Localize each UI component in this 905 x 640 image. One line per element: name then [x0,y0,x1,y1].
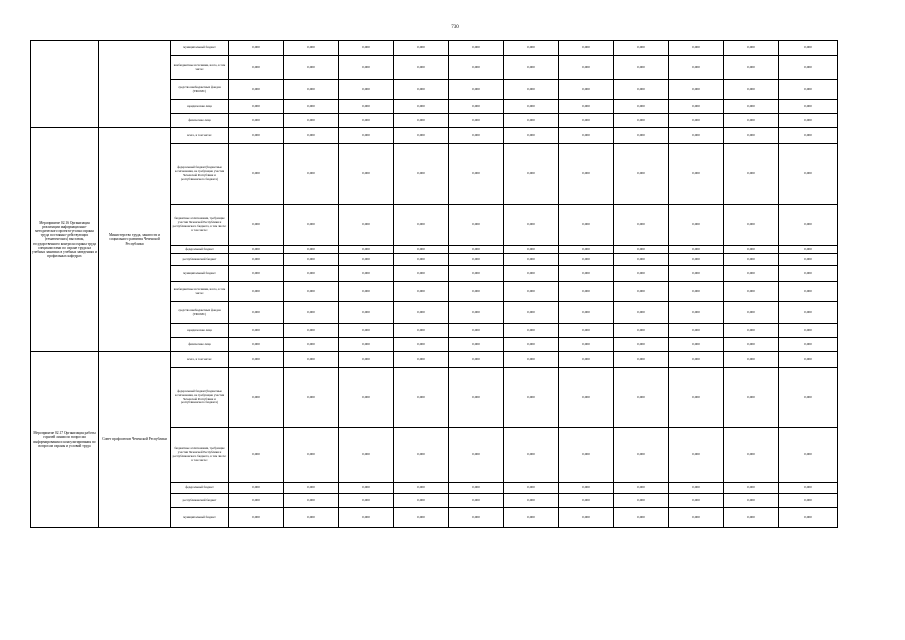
value-cell: 0,000 [504,100,559,114]
value-cell: 0,000 [229,428,284,483]
value-cell: 0,000 [504,508,559,528]
value-cell: 0,000 [229,324,284,338]
page-number: 730 [451,25,459,30]
value-cell: 0,000 [284,41,339,56]
value-cell: 0,000 [779,114,838,128]
funding-source-label: всего, в том числе: [171,128,229,144]
value-cell: 0,000 [614,338,669,352]
value-cell: 0,000 [229,368,284,428]
value-cell: 0,000 [449,128,504,144]
value-cell: 0,000 [724,80,779,100]
value-cell: 0,000 [669,368,724,428]
value-cell: 0,000 [339,144,394,205]
table-row [31,352,838,368]
value-cell: 0,000 [339,324,394,338]
value-cell: 0,000 [504,324,559,338]
funding-source-label: внебюджетные источники, всего, в том числе: [171,282,229,302]
value-cell: 0,000 [449,324,504,338]
funding-source-label: физические лица [171,338,229,352]
value-cell: 0,000 [394,352,449,368]
value-cell: 0,000 [614,144,669,205]
value-cell: 0,000 [669,144,724,205]
funding-source-label: юридические лица [171,324,229,338]
funding-source-label: республиканский бюджет [171,254,229,266]
funding-source-label: муниципальный бюджет [171,508,229,528]
funding-source-label: федеральный бюджет [171,246,229,254]
value-cell: 0,000 [504,128,559,144]
value-cell: 0,000 [394,508,449,528]
funding-source-label: республиканский бюджет [171,494,229,508]
value-cell: 0,000 [779,338,838,352]
value-cell: 0,000 [669,428,724,483]
value-cell: 0,000 [504,483,559,494]
value-cell: 0,000 [559,483,614,494]
executor-cell: Совет профсоюзов Чеченской Республики [99,352,171,528]
value-cell: 0,000 [724,324,779,338]
value-cell: 0,000 [504,302,559,324]
value-cell: 0,000 [504,144,559,205]
table-row [31,128,838,144]
value-cell: 0,000 [339,483,394,494]
value-cell: 0,000 [669,246,724,254]
value-cell: 0,000 [669,80,724,100]
value-cell: 0,000 [559,338,614,352]
value-cell: 0,000 [614,368,669,428]
value-cell: 0,000 [449,41,504,56]
value-cell: 0,000 [394,368,449,428]
value-cell: 0,000 [724,41,779,56]
value-cell: 0,000 [669,254,724,266]
value-cell: 0,000 [394,144,449,205]
value-cell: 0,000 [779,368,838,428]
value-cell: 0,000 [504,56,559,80]
value-cell: 0,000 [229,128,284,144]
value-cell: 0,000 [229,205,284,246]
value-cell: 0,000 [504,246,559,254]
value-cell: 0,000 [394,128,449,144]
value-cell: 0,000 [614,254,669,266]
funding-source-label: муниципальный бюджет [171,41,229,56]
value-cell: 0,000 [339,114,394,128]
value-cell: 0,000 [339,56,394,80]
value-cell: 0,000 [614,302,669,324]
value-cell: 0,000 [724,483,779,494]
value-cell: 0,000 [724,368,779,428]
value-cell: 0,000 [559,352,614,368]
value-cell: 0,000 [284,324,339,338]
value-cell: 0,000 [614,100,669,114]
value-cell: 0,000 [669,302,724,324]
funding-source-label: федеральный бюджет(бюджетные ассигнования, не требующие участия Чеченской Республики и республиканского бюджета) [171,144,229,205]
value-cell: 0,000 [504,254,559,266]
value-cell: 0,000 [669,338,724,352]
measure-cell: Мероприятие 02.16 Организация реализации информационно-методического проекта-уголка охраны труда постоянно-действующих (тематических) выставок, государственного контроля охраны труда специалистами по охране труда на учебных занятиях в учебных заведениях и профильных кафедрах [31,128,99,352]
value-cell: 0,000 [614,494,669,508]
value-cell: 0,000 [449,266,504,282]
value-cell: 0,000 [559,246,614,254]
value-cell: 0,000 [779,80,838,100]
value-cell: 0,000 [284,428,339,483]
value-cell: 0,000 [339,80,394,100]
value-cell: 0,000 [284,205,339,246]
value-cell: 0,000 [724,428,779,483]
value-cell: 0,000 [504,338,559,352]
value-cell: 0,000 [724,254,779,266]
value-cell: 0,000 [449,144,504,205]
value-cell: 0,000 [779,494,838,508]
value-cell: 0,000 [779,56,838,80]
value-cell: 0,000 [394,80,449,100]
funding-source-label: федеральный бюджет(бюджетные ассигнования, не требующие участия Чеченской Республики и республиканского бюджета) [171,368,229,428]
value-cell: 0,000 [394,266,449,282]
value-cell: 0,000 [669,324,724,338]
value-cell: 0,000 [449,302,504,324]
value-cell: 0,000 [559,100,614,114]
value-cell: 0,000 [669,41,724,56]
value-cell: 0,000 [724,266,779,282]
value-cell: 0,000 [724,114,779,128]
value-cell: 0,000 [614,80,669,100]
value-cell: 0,000 [229,352,284,368]
value-cell: 0,000 [559,114,614,128]
funding-source-label: федеральный бюджет [171,483,229,494]
value-cell: 0,000 [724,128,779,144]
value-cell: 0,000 [339,494,394,508]
value-cell: 0,000 [284,56,339,80]
value-cell: 0,000 [559,282,614,302]
value-cell: 0,000 [449,508,504,528]
value-cell: 0,000 [284,266,339,282]
value-cell: 0,000 [779,428,838,483]
funding-source-label: внебюджетные источники, всего, в том числе: [171,56,229,80]
funding-source-label: бюджетные ассигнования, требующие участия Чеченской Республики и республиканского бюджета, в том числе: в том числе: [171,428,229,483]
value-cell: 0,000 [229,302,284,324]
value-cell: 0,000 [284,80,339,100]
value-cell: 0,000 [559,508,614,528]
table-row [31,41,838,56]
value-cell: 0,000 [724,494,779,508]
table-body [31,41,838,528]
value-cell: 0,000 [229,254,284,266]
value-cell: 0,000 [449,80,504,100]
value-cell: 0,000 [779,254,838,266]
value-cell: 0,000 [559,428,614,483]
funding-source-label: средства внебюджетных фондов (ТФОМС) [171,302,229,324]
value-cell: 0,000 [779,483,838,494]
value-cell: 0,000 [669,56,724,80]
value-cell: 0,000 [504,428,559,483]
value-cell: 0,000 [449,246,504,254]
value-cell: 0,000 [669,128,724,144]
value-cell: 0,000 [284,368,339,428]
value-cell: 0,000 [559,41,614,56]
value-cell: 0,000 [449,352,504,368]
value-cell: 0,000 [669,266,724,282]
value-cell: 0,000 [284,508,339,528]
value-cell: 0,000 [669,100,724,114]
value-cell: 0,000 [614,508,669,528]
value-cell: 0,000 [504,41,559,56]
value-cell: 0,000 [724,508,779,528]
value-cell: 0,000 [504,494,559,508]
value-cell: 0,000 [339,302,394,324]
value-cell: 0,000 [229,246,284,254]
value-cell: 0,000 [339,508,394,528]
value-cell: 0,000 [229,494,284,508]
value-cell: 0,000 [339,41,394,56]
value-cell: 0,000 [614,128,669,144]
measure-cell: Мероприятие 02.17 Организация работы горячей линии по вопросам информирования и консультирования по вопросам охраны и условий труда [31,352,99,528]
value-cell: 0,000 [284,128,339,144]
value-cell: 0,000 [669,205,724,246]
value-cell: 0,000 [779,205,838,246]
value-cell: 0,000 [724,352,779,368]
funding-source-label: юридические лица [171,100,229,114]
value-cell: 0,000 [614,324,669,338]
value-cell: 0,000 [614,352,669,368]
value-cell: 0,000 [449,205,504,246]
executor-cell [99,41,171,128]
value-cell: 0,000 [229,114,284,128]
value-cell: 0,000 [779,324,838,338]
value-cell: 0,000 [614,266,669,282]
value-cell: 0,000 [394,254,449,266]
value-cell: 0,000 [669,114,724,128]
value-cell: 0,000 [779,282,838,302]
value-cell: 0,000 [229,483,284,494]
value-cell: 0,000 [284,100,339,114]
value-cell: 0,000 [669,508,724,528]
value-cell: 0,000 [724,144,779,205]
value-cell: 0,000 [504,368,559,428]
value-cell: 0,000 [669,494,724,508]
funding-source-label: бюджетные ассигнования, требующие участия Чеченской Республики и республиканского бюджета, в том числе: в том числе: [171,205,229,246]
value-cell: 0,000 [724,338,779,352]
value-cell: 0,000 [449,494,504,508]
value-cell: 0,000 [669,483,724,494]
value-cell: 0,000 [779,246,838,254]
value-cell: 0,000 [559,368,614,428]
value-cell: 0,000 [669,352,724,368]
value-cell: 0,000 [449,338,504,352]
value-cell: 0,000 [394,302,449,324]
value-cell: 0,000 [559,128,614,144]
value-cell: 0,000 [779,100,838,114]
value-cell: 0,000 [229,80,284,100]
value-cell: 0,000 [614,428,669,483]
value-cell: 0,000 [779,302,838,324]
value-cell: 0,000 [779,352,838,368]
value-cell: 0,000 [394,114,449,128]
value-cell: 0,000 [394,494,449,508]
value-cell: 0,000 [229,100,284,114]
value-cell: 0,000 [229,266,284,282]
value-cell: 0,000 [394,483,449,494]
value-cell: 0,000 [614,246,669,254]
value-cell: 0,000 [449,100,504,114]
measure-cell [31,41,99,128]
value-cell: 0,000 [339,205,394,246]
value-cell: 0,000 [394,282,449,302]
value-cell: 0,000 [779,144,838,205]
value-cell: 0,000 [449,282,504,302]
value-cell: 0,000 [394,246,449,254]
value-cell: 0,000 [339,128,394,144]
value-cell: 0,000 [504,114,559,128]
value-cell: 0,000 [229,144,284,205]
value-cell: 0,000 [559,324,614,338]
value-cell: 0,000 [394,56,449,80]
value-cell: 0,000 [614,41,669,56]
value-cell: 0,000 [504,282,559,302]
value-cell: 0,000 [229,56,284,80]
value-cell: 0,000 [724,56,779,80]
value-cell: 0,000 [284,483,339,494]
value-cell: 0,000 [504,352,559,368]
value-cell: 0,000 [339,246,394,254]
value-cell: 0,000 [449,114,504,128]
funding-source-label: всего, в том числе: [171,352,229,368]
value-cell: 0,000 [559,254,614,266]
value-cell: 0,000 [614,282,669,302]
value-cell: 0,000 [614,114,669,128]
value-cell: 0,000 [284,254,339,266]
value-cell: 0,000 [614,205,669,246]
funding-source-label: средства внебюджетных фондов (ТФОМС) [171,80,229,100]
value-cell: 0,000 [504,266,559,282]
value-cell: 0,000 [284,282,339,302]
value-cell: 0,000 [779,41,838,56]
value-cell: 0,000 [779,266,838,282]
value-cell: 0,000 [449,483,504,494]
funding-source-label: муниципальный бюджет [171,266,229,282]
value-cell: 0,000 [394,205,449,246]
value-cell: 0,000 [339,428,394,483]
value-cell: 0,000 [504,205,559,246]
value-cell: 0,000 [779,128,838,144]
value-cell: 0,000 [559,205,614,246]
value-cell: 0,000 [724,282,779,302]
value-cell: 0,000 [229,338,284,352]
value-cell: 0,000 [724,302,779,324]
value-cell: 0,000 [504,80,559,100]
value-cell: 0,000 [229,508,284,528]
value-cell: 0,000 [394,100,449,114]
value-cell: 0,000 [449,56,504,80]
value-cell: 0,000 [284,144,339,205]
value-cell: 0,000 [724,246,779,254]
value-cell: 0,000 [284,494,339,508]
value-cell: 0,000 [339,100,394,114]
value-cell: 0,000 [284,302,339,324]
value-cell: 0,000 [559,144,614,205]
value-cell: 0,000 [394,41,449,56]
value-cell: 0,000 [229,41,284,56]
value-cell: 0,000 [339,254,394,266]
value-cell: 0,000 [339,338,394,352]
value-cell: 0,000 [449,428,504,483]
value-cell: 0,000 [559,494,614,508]
value-cell: 0,000 [339,282,394,302]
value-cell: 0,000 [724,205,779,246]
value-cell: 0,000 [724,100,779,114]
value-cell: 0,000 [284,246,339,254]
budget-table [30,40,838,528]
value-cell: 0,000 [779,508,838,528]
value-cell: 0,000 [284,114,339,128]
value-cell: 0,000 [669,282,724,302]
value-cell: 0,000 [394,338,449,352]
value-cell: 0,000 [449,368,504,428]
value-cell: 0,000 [449,254,504,266]
value-cell: 0,000 [229,282,284,302]
value-cell: 0,000 [339,368,394,428]
funding-source-label: физические лица [171,114,229,128]
value-cell: 0,000 [339,266,394,282]
value-cell: 0,000 [614,56,669,80]
value-cell: 0,000 [284,338,339,352]
value-cell: 0,000 [559,302,614,324]
value-cell: 0,000 [559,80,614,100]
value-cell: 0,000 [394,428,449,483]
value-cell: 0,000 [559,56,614,80]
value-cell: 0,000 [559,266,614,282]
value-cell: 0,000 [614,483,669,494]
value-cell: 0,000 [284,352,339,368]
value-cell: 0,000 [394,324,449,338]
value-cell: 0,000 [339,352,394,368]
executor-cell: Министерство труда, занятости и социального развития Чеченской Республики [99,128,171,352]
